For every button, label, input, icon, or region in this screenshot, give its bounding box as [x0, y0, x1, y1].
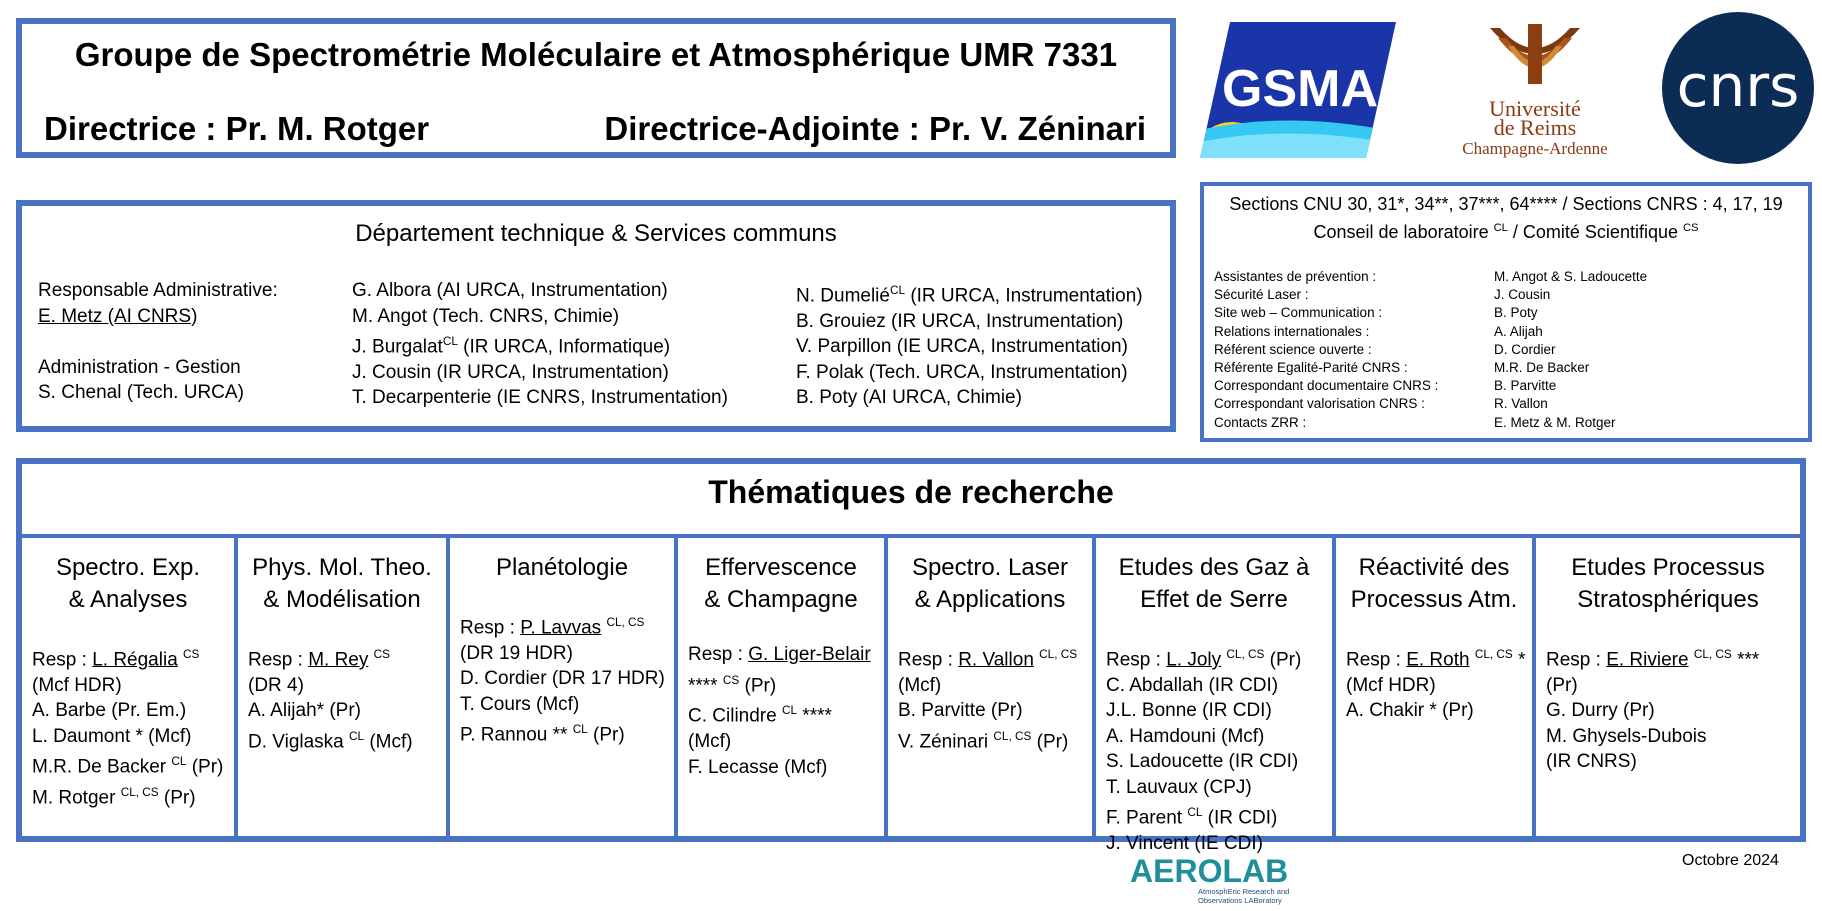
role-label: Contacts ZRR :: [1214, 414, 1307, 430]
team-name: Planétologie: [495, 554, 629, 581]
team-member: (DR 4): [248, 674, 304, 696]
gsma-logo-text: GSMA: [1222, 60, 1378, 118]
urca-logo-line1: Université: [1489, 96, 1581, 121]
role-name: J. Cousin: [1494, 287, 1551, 303]
team-resp-name: L. Joly: [1166, 649, 1222, 671]
staff-entry: B. Poty (AI URCA, Chimie): [796, 387, 1022, 409]
cl-superscript: CL: [442, 335, 458, 348]
team-members: [678, 642, 884, 780]
team-members: [450, 610, 674, 748]
resp-admin-name: E. Metz (AI CNRS): [38, 305, 198, 327]
resp-admin-label: Responsable Administrative:: [38, 280, 278, 301]
team-member: C. Abdallah (IR CDI): [1106, 674, 1279, 696]
team-member: (Mcf): [688, 731, 732, 753]
team-member: M. Ghysels-Dubois: [1546, 725, 1707, 747]
cnrs-logo-text: cnrs: [1676, 52, 1800, 120]
team-member: S. Ladoucette (IR CDI): [1106, 751, 1299, 773]
svg-text:Observations LABoratory: Observations LABoratory: [1198, 896, 1282, 905]
aerolab-logo: [1130, 852, 1300, 906]
staff-entry: N. Dumelié$^{CL}$ (IR URCA, Instrumentation): [796, 284, 1143, 307]
role-names-list: [1494, 268, 1647, 432]
team-resp: Resp : E. Roth $^{CL, CS}$ *: [1346, 648, 1526, 671]
team-member: P. Rannou ** $^{CL}$ (Pr): [460, 723, 625, 746]
team-name: Etudes Processus Stratosphériques: [1571, 554, 1765, 613]
sections-panel: [1200, 182, 1812, 442]
cnrs-logo: [1662, 12, 1814, 164]
team-column: [888, 538, 1092, 836]
team-member: J. Vincent (IE CDI): [1106, 833, 1263, 855]
team-member: T. Lauvaux (CPJ): [1106, 776, 1252, 798]
role-name: M.R. De Backer: [1494, 360, 1590, 376]
team-resp: Resp : G. Liger-Belair: [688, 644, 871, 665]
role-label: Site web – Communication :: [1214, 305, 1383, 321]
team-column: [22, 538, 234, 836]
team-member: M.R. De Backer $^{CL}$ (Pr): [32, 755, 224, 778]
staff-entry: B. Grouiez (IR URCA, Instrumentation): [796, 310, 1124, 332]
team-member: A. Alijah* (Pr): [248, 700, 361, 722]
team-member: A. Chakir * (Pr): [1346, 700, 1474, 722]
cl-superscript: CL: [889, 284, 906, 297]
team-member: (DR 19 HDR): [460, 642, 573, 664]
dept-col-2: [352, 278, 728, 411]
role-label: Sécurité Laser :: [1214, 287, 1309, 303]
role-label: Assistantes de prévention :: [1214, 269, 1377, 284]
team-member: L. Daumont * (Mcf): [32, 725, 192, 747]
team-resp: Resp : M. Rey $^{CS}$: [248, 648, 391, 671]
staff-entry: V. Parpillon (IE URCA, Instrumentation): [796, 336, 1128, 358]
team-name: Spectro. Exp. & Analyses: [55, 554, 201, 613]
role-name: M. Angot & S. Ladoucette: [1494, 269, 1648, 284]
team-resp-name: R. Vallon: [958, 649, 1034, 671]
staff-entry: T. Decarpenterie (IE CNRS, Instrumentation): [352, 387, 728, 409]
sections-cnu-line: Sections CNU 30, 31*, 34**, 37***, 64**** / Sections CNRS : 4, 17, 19: [1229, 194, 1783, 214]
dept-col-admin: [38, 278, 278, 406]
team-member: (Pr): [1546, 674, 1578, 696]
team-member: F. Lecasse (Mcf): [688, 756, 828, 778]
team-column: [1336, 538, 1532, 836]
team-resp-name: P. Lavvas: [520, 617, 602, 639]
team-member: (Mcf): [898, 674, 942, 696]
urca-logo-line3: Champagne-Ardenne: [1462, 139, 1608, 158]
role-label: Relations internationales :: [1214, 323, 1370, 339]
role-label: Référente Egalité-Parité CNRS :: [1214, 360, 1408, 376]
team-member: G. Durry (Pr): [1546, 700, 1655, 722]
urca-logo-line2: de Reims: [1493, 115, 1577, 140]
team-name: Phys. Mol. Theo. & Modélisation: [252, 554, 432, 613]
team-member: C. Cilindre $^{CL}$ ****: [688, 704, 832, 727]
dept-col-3: [796, 278, 1143, 411]
role-name: R. Vallon: [1494, 396, 1548, 412]
team-member: (Mcf HDR): [1346, 674, 1436, 696]
admin-gestion-label: Administration - Gestion: [38, 356, 241, 378]
team-member: F. Parent $^{CL}$ (IR CDI): [1106, 806, 1278, 829]
team-name: Réactivité des Processus Atm.: [1350, 554, 1518, 613]
team-member: A. Hamdouni (Mcf): [1106, 725, 1265, 747]
directrice-label: Directrice : Pr. M. Rotger: [44, 110, 430, 147]
team-members: [238, 642, 446, 755]
role-name: B. Poty: [1494, 305, 1538, 321]
team-member: B. Parvitte (Pr): [898, 700, 1023, 722]
role-label: Correspondant documentaire CNRS :: [1214, 378, 1439, 394]
lab-header: [16, 18, 1176, 158]
team-members: [1536, 642, 1800, 775]
thematiques-panel: [16, 458, 1806, 855]
team-member: D. Cordier (DR 17 HDR): [460, 668, 665, 690]
staff-entry: G. Albora (AI URCA, Instrumentation): [352, 280, 668, 301]
team-member: (Mcf HDR): [32, 674, 122, 696]
team-name: Effervescence & Champagne: [704, 554, 858, 613]
team-member: A. Barbe (Pr. Em.): [32, 700, 187, 722]
team-members: [888, 642, 1092, 755]
role-name: E. Metz & M. Rotger: [1494, 414, 1616, 430]
role-name: B. Parvitte: [1494, 378, 1557, 394]
team-resp: Resp : L. Régalia $^{CS}$: [32, 648, 200, 671]
team-member: V. Zéninari $^{CL, CS}$ (Pr): [898, 729, 1069, 753]
team-members: [22, 642, 234, 811]
team-resp-name: E. Roth: [1406, 649, 1470, 671]
team-resp: Resp : E. Riviere $^{CL, CS}$ ***: [1546, 648, 1760, 671]
staff-entry: M. Angot (Tech. CNRS, Chimie): [352, 305, 620, 327]
conseil-line: Conseil de laboratoire $^{CL}$ / Comité Scientifique $^{CS}$: [1313, 222, 1699, 242]
staff-entry: F. Polak (Tech. URCA, Instrumentation): [796, 361, 1128, 383]
team-member: D. Viglaska $^{CL}$ (Mcf): [248, 729, 413, 753]
dept-title: Département technique & Services communs: [355, 220, 837, 247]
aerolab-logo-text: AEROLAB: [1130, 853, 1289, 889]
team-column: [1096, 538, 1332, 855]
team-resp-name: E. Riviere: [1606, 649, 1689, 671]
sections-header: [1204, 192, 1808, 244]
svg-text:AtmosphEric Research and: AtmosphEric Research and: [1198, 887, 1290, 896]
team-name: Etudes des Gaz à Effet de Serre: [1118, 554, 1310, 613]
role-name: A. Alijah: [1494, 323, 1543, 339]
role-name: D. Cordier: [1494, 341, 1556, 357]
thematiques-title: Thématiques de recherche: [708, 474, 1114, 510]
role-label: Correspondant valorisation CNRS :: [1214, 396, 1425, 412]
team-resp: Resp : P. Lavvas $^{CL, CS}$: [460, 616, 645, 639]
team-resp-name: G. Liger-Belair: [748, 644, 871, 665]
team-members: [1096, 642, 1332, 857]
team-resp: Resp : R. Vallon $^{CL, CS}$: [898, 648, 1078, 671]
team-resp-name: L. Régalia: [92, 649, 178, 671]
gsma-logo: [1200, 22, 1396, 158]
staff-entry: J. Burgalat$^{CL}$ (IR URCA, Informatique): [352, 335, 671, 358]
team-member: (IR CNRS): [1546, 751, 1637, 773]
team-member: J.L. Bonne (IR CDI): [1106, 700, 1272, 722]
urca-logo: [1420, 20, 1650, 158]
roles-list: [1214, 268, 1438, 432]
team-members: [1336, 642, 1532, 724]
lab-title: Groupe de Spectrométrie Moléculaire et Atmosphérique UMR 7331: [74, 36, 1118, 73]
team-member: T. Cours (Mcf): [460, 693, 580, 715]
admin-gestion-name: S. Chenal (Tech. URCA): [38, 382, 244, 403]
team-resp-name: M. Rey: [308, 649, 369, 671]
role-label: Référent science ouverte :: [1214, 341, 1372, 357]
team-name: Spectro. Laser & Applications: [911, 554, 1069, 613]
team-column: [678, 538, 884, 836]
team-member: M. Rotger $^{CL, CS}$ (Pr): [32, 786, 196, 809]
team-resp: Resp : L. Joly $^{CL, CS}$ (Pr): [1106, 648, 1302, 671]
date-label: Octobre 2024: [1682, 852, 1779, 869]
team-member: **** $^{CS}$ (Pr): [688, 673, 777, 696]
team-column: [1536, 538, 1800, 836]
directrice-adjointe-label: Directrice-Adjointe : Pr. V. Zéninari: [604, 110, 1146, 147]
team-column: [238, 538, 446, 836]
team-column: [450, 538, 674, 836]
staff-entry: J. Cousin (IR URCA, Instrumentation): [352, 361, 669, 383]
dept-technique-panel: [16, 200, 1176, 432]
